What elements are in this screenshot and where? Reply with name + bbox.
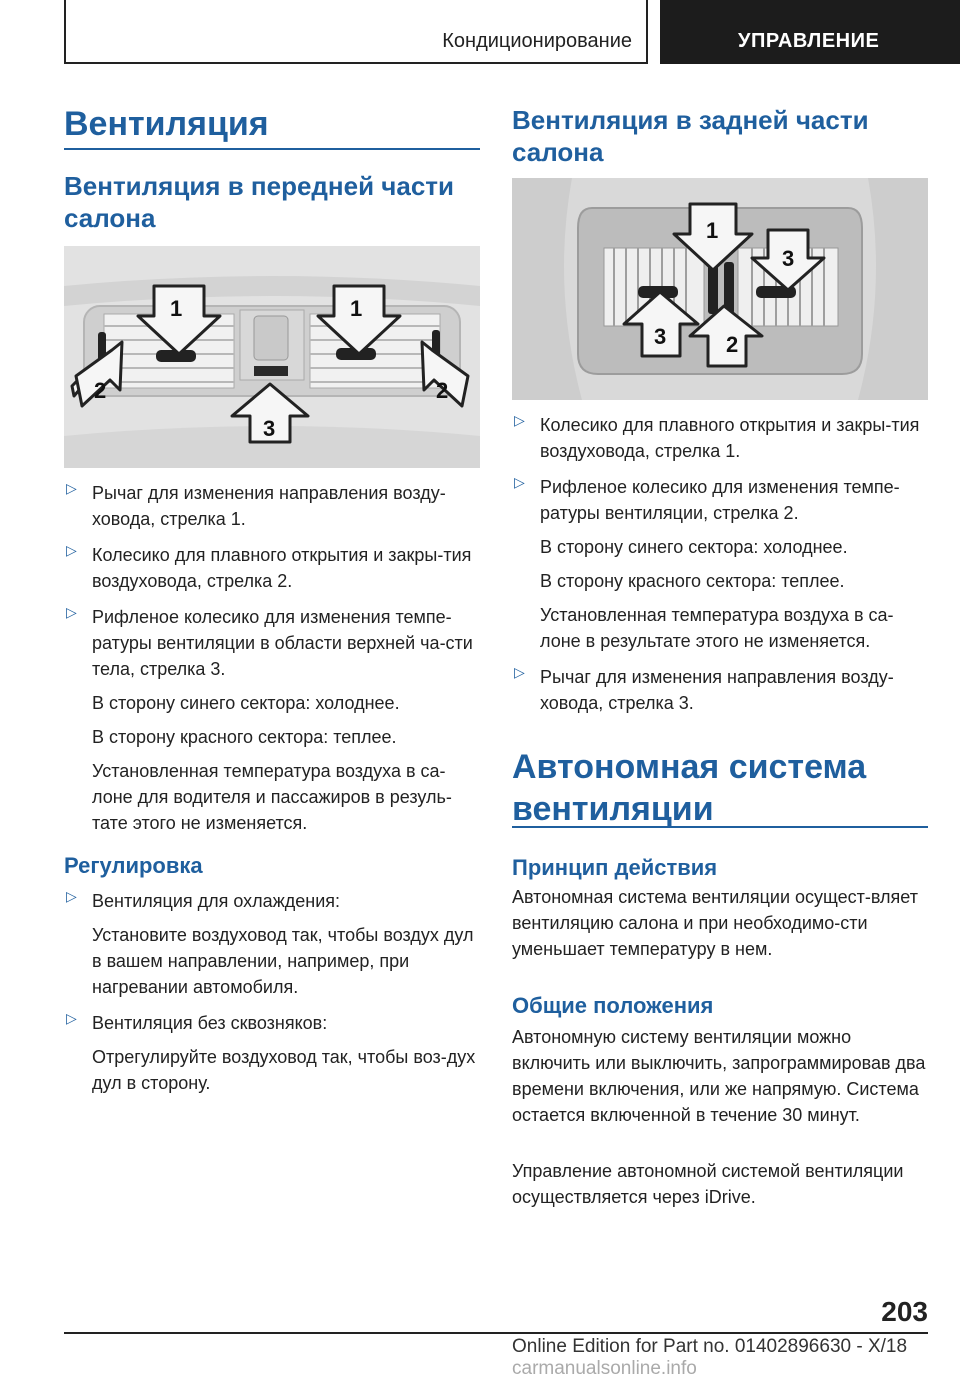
front-item-3 [64, 604, 480, 682]
rear-item-3-text: Рычаг для изменения направления возду-ховода, стрелка 3. [540, 667, 894, 713]
principle-text: Автономная система вентиляции осущест-вляет вентиляцию салона и при необходимо-сти уменьшает температуру в нем. [512, 887, 918, 959]
front-item-3-text: Рифленое колесико для изменения темпе-ратуры вентиляции в области верхней ча-сти тела, стрелка 3. [92, 607, 473, 679]
front-list [64, 480, 480, 836]
footer-rule [64, 1332, 928, 1334]
reg-item-2-text: Отрегулируйте воздуховод так, чтобы воз-дух дул в сторону. [92, 1047, 476, 1093]
bullet-icon: ▷ [514, 412, 525, 428]
header-section-box [64, 0, 648, 64]
front-label-2b: 2 [436, 378, 449, 403]
bullet-icon: ▷ [514, 474, 525, 490]
front-label-2a: 2 [94, 378, 107, 403]
rear-item-1 [512, 412, 928, 464]
reg-item-2 [64, 1010, 480, 1036]
front-item-2-text: Колесико для плавного открытия и закры-тия воздуховода, стрелка 2. [92, 545, 472, 591]
rear-label-3b: 3 [654, 324, 667, 349]
rear-label-1: 1 [706, 218, 719, 243]
front-item-1 [64, 480, 480, 532]
footer-watermark: carmanualsonline.info [512, 1358, 697, 1379]
footer-edition-text: Online Edition for Part no. 01402896630 - X/18 [512, 1336, 908, 1357]
rear-item-2-text: Рифленое колесико для изменения темпе-ратуры вентиляции, стрелка 2. [540, 477, 900, 523]
page-number: 203 [881, 1296, 928, 1327]
rear-heading: Вентиляция в задней части салона [512, 105, 869, 167]
front-vents-illustration [64, 246, 480, 468]
front-note-3: Установленная температура воздуха в са-лоне для водителя и пассажиров в резуль-тате этого не изменяется. [92, 761, 452, 833]
bullet-icon: ▷ [514, 664, 525, 680]
reg-item-1-text: Установите воздуховод так, чтобы воздух дул в вашем направлении, например, при нагревании автомобиля. [92, 925, 474, 997]
rear-vents-figure [512, 178, 928, 400]
footer-edition [512, 1336, 960, 1380]
rear-item-1-text: Колесико для плавного открытия и закры-тия воздуховода, стрелка 1. [540, 415, 920, 461]
front-label-1a: 1 [170, 296, 183, 321]
bullet-icon: ▷ [66, 1010, 77, 1026]
rear-item-3 [512, 664, 928, 716]
front-label-3: 3 [263, 416, 276, 441]
header-chapter-box [660, 0, 960, 64]
regulation-list [64, 888, 480, 1096]
rear-note-1: В сторону синего сектора: холоднее. [540, 537, 848, 557]
reg-item-1-title: Вентиляция для охлаждения: [92, 891, 340, 911]
rear-vents-illustration [512, 178, 928, 400]
front-label-1b: 1 [350, 296, 363, 321]
auto-ventilation-title: Автономная система вентиляции [512, 748, 867, 828]
front-item-2 [64, 542, 480, 594]
auto-title-rule [512, 826, 928, 828]
bullet-icon: ▷ [66, 542, 77, 558]
rear-list [512, 412, 928, 716]
title-rule [64, 148, 480, 150]
bullet-icon: ▷ [66, 604, 77, 620]
bullet-icon: ▷ [66, 888, 77, 904]
front-vents-figure [64, 246, 480, 468]
bullet-icon: ▷ [66, 480, 77, 496]
front-note-1: В сторону синего сектора: холоднее. [92, 693, 400, 713]
principle-heading: Принцип действия [512, 855, 718, 880]
general-text-1: Автономную систему вентиляции можно включить или выключить, запрограммировав два времени включения, или же напрямую. Система остается включенной в течение 30 минут. [512, 1027, 926, 1125]
rear-note-3: Установленная температура воздуха в са-лоне в результате этого не изменяется. [540, 605, 894, 651]
rear-label-3a: 3 [782, 246, 795, 271]
front-item-1-text: Рычаг для изменения направления возду-ховода, стрелка 1. [92, 483, 446, 529]
rear-note-2: В сторону красного сектора: теплее. [540, 571, 845, 591]
rear-label-2: 2 [726, 332, 739, 357]
reg-item-1 [64, 888, 480, 914]
front-note-2: В сторону красного сектора: теплее. [92, 727, 397, 747]
header-chapter-title: УПРАВЛЕНИЕ [738, 30, 880, 52]
front-heading: Вентиляция в передней части салона [64, 171, 455, 233]
header-section-title: Кондиционирование [442, 30, 632, 52]
section-title: Вентиляция [64, 105, 269, 143]
reg-item-2-title: Вентиляция без сквозняков: [92, 1013, 328, 1033]
rear-item-2 [512, 474, 928, 526]
regulation-heading: Регулировка [64, 853, 203, 878]
general-heading: Общие положения [512, 993, 714, 1018]
general-text-2: Управление автономной системой вентиляции осуществляется через iDrive. [512, 1161, 904, 1207]
